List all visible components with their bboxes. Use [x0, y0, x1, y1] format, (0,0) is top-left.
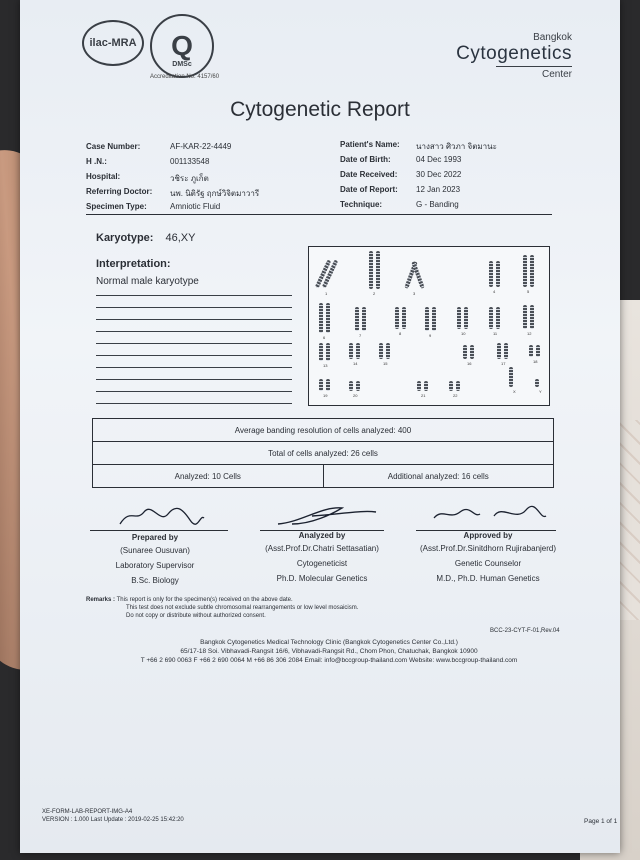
- info-label: Case Number:: [86, 142, 141, 151]
- chromosome: [395, 307, 399, 329]
- sig-degree: B.Sc. Biology: [131, 576, 179, 585]
- sig-title: Laboratory Supervisor: [115, 561, 195, 570]
- brand-underline: [496, 66, 572, 67]
- info-row: [340, 185, 497, 200]
- sig-title: Genetic Counselor: [454, 559, 522, 568]
- chromosome-number: 9: [429, 333, 432, 338]
- chromosome: [496, 261, 500, 287]
- chromosome: [449, 381, 453, 391]
- report-title: Cytogenetic Report: [230, 98, 410, 121]
- chromosome: [425, 307, 429, 331]
- interpretation-lines: [96, 284, 292, 404]
- chromosome-number: 15: [383, 361, 388, 366]
- chromosome: [523, 305, 527, 329]
- accreditation-number: Accreditation No. 4157/60: [150, 74, 220, 80]
- chromosome: [369, 251, 373, 289]
- remarks-line-2: This test does not exclude subtle chromosomal rearrangements or low level mosaicism.: [126, 605, 359, 611]
- signature-block-prepared: [80, 533, 230, 585]
- sig-title: Cytogeneticist: [296, 559, 348, 568]
- banding-resolution: Average banding resolution of cells analyzed: 400: [93, 419, 554, 442]
- info-value: 04 Dec 1993: [416, 155, 462, 164]
- sig-name: (Sunaree Ousuvan): [120, 546, 190, 555]
- info-row: [340, 200, 497, 215]
- chromosome: [402, 307, 406, 329]
- sig-role: Analyzed by: [298, 531, 346, 540]
- info-row: [86, 142, 259, 157]
- remarks: [86, 596, 358, 620]
- chromosome-number: 10: [461, 331, 466, 336]
- chromosome: [530, 305, 534, 329]
- info-row: [86, 157, 259, 172]
- chromosome: [319, 379, 323, 391]
- quality-seal-q: Q: [171, 30, 193, 61]
- footer-line-2: 65/17-18 Soi. Vibhavadi-Rangsit 16/6, Vibhavadi-Rangsit Rd., Chom Phon, Chatuchak, Bangkok 10900: [180, 648, 478, 655]
- patient-info-left: [86, 142, 259, 217]
- chromosome: [523, 255, 527, 287]
- info-value: 001133548: [170, 157, 210, 166]
- remarks-line-1: This report is only for the specimen(s) received on the above date.: [116, 597, 293, 603]
- karyotype-label: Karyotype:: [96, 232, 154, 244]
- info-label: Date of Report:: [340, 185, 398, 194]
- chromosome-number: 20: [353, 393, 358, 398]
- info-row: [86, 172, 259, 187]
- chromosome-number: X: [513, 389, 516, 394]
- chromosome: [424, 381, 428, 391]
- page-number: Page 1 of 1: [584, 818, 618, 825]
- karyotype-line: [96, 232, 195, 244]
- chromosome: [417, 381, 421, 391]
- footer-line-3: T +66 2 690 0063 F +66 2 690 0064 M +66 86 306 2084 Email: info@bccgroup-thailand.com Website: www.bccgroup-thailand.com: [140, 657, 518, 664]
- chromosome-number: 6: [323, 335, 326, 340]
- chromosome-number: 4: [493, 289, 496, 294]
- info-row: [340, 140, 497, 155]
- chromosome: [489, 307, 493, 329]
- chromosome: [356, 343, 360, 359]
- chromosome: [432, 307, 436, 331]
- chromosome: [349, 343, 353, 359]
- chromosome: [456, 381, 460, 391]
- karyogram-image: [308, 246, 550, 406]
- chromosome-number: 22: [453, 393, 458, 398]
- chromosome: [326, 303, 330, 333]
- chromosome: [464, 307, 468, 329]
- interpretation-label: Interpretation:: [96, 258, 171, 270]
- signature-block-approved: [406, 531, 570, 583]
- info-label: H .N.:: [86, 157, 107, 166]
- chromosome: [326, 379, 330, 391]
- sig-name: (Asst.Prof.Dr.Sinitdhorn Rujirabanjerd): [419, 544, 557, 553]
- chromosome: [504, 343, 508, 359]
- sig-name: (Asst.Prof.Dr.Chatri Settasatian): [265, 544, 379, 553]
- header-divider: [86, 214, 552, 215]
- brand-line-3: Center: [541, 69, 572, 80]
- footer-line-1: Bangkok Cytogenetics Medical Technology Clinic (Bangkok Cytogenetics Center Co.,Ltd.): [200, 639, 458, 646]
- signature-block-analyzed: [242, 531, 402, 583]
- chromosome: [536, 345, 540, 357]
- info-label: Referring Doctor:: [86, 187, 153, 196]
- chromosome-number: 7: [359, 333, 362, 338]
- karyotype-value: 46,XY: [165, 232, 196, 244]
- chromosome-number: 14: [353, 361, 358, 366]
- chromosome-number: 3: [413, 291, 416, 296]
- form-name: XE-FORM-LAB-REPORT-IMG-A4: [42, 809, 133, 815]
- info-value: นพ. นิติรัฐ ฤกษ์วิจิตมาวารี: [170, 189, 260, 198]
- chromosome-number: Y: [539, 389, 542, 394]
- interpretation-value: Normal male karyotype: [96, 276, 199, 287]
- chromosome: [470, 345, 474, 359]
- chromosome-number: 16: [467, 361, 472, 366]
- info-value: AF-KAR-22-4449: [170, 142, 232, 151]
- sig-role: Approved by: [463, 531, 513, 540]
- chromosome-number: 13: [323, 363, 328, 368]
- chromosome-number: 21: [421, 393, 426, 398]
- chromosome: [376, 251, 380, 289]
- info-value: G - Banding: [416, 200, 459, 209]
- chromosome-number: 18: [533, 359, 538, 364]
- brand-line-2: Cytogenetics: [456, 43, 572, 64]
- sig-degree: M.D., Ph.D. Human Genetics: [436, 574, 540, 583]
- chromosome: [356, 381, 360, 391]
- sig-role: Prepared by: [131, 533, 179, 542]
- info-label: Specimen Type:: [86, 202, 147, 211]
- ilac-logo-text: ilac-MRA: [89, 37, 137, 49]
- info-label: Technique:: [340, 200, 383, 209]
- chromosome: [319, 303, 323, 333]
- chromosome: [457, 307, 461, 329]
- chromosome: [355, 307, 359, 331]
- chromosome: [489, 261, 493, 287]
- chromosome: [530, 255, 534, 287]
- info-row: [340, 155, 497, 170]
- report-paper: [20, 0, 620, 853]
- chromosome: [326, 343, 330, 361]
- chromosome: [379, 343, 383, 359]
- chromosome: [529, 345, 533, 357]
- ilac-mra-logo: [82, 20, 144, 66]
- center-brand: [456, 32, 572, 80]
- additional-cells: Additional analyzed: 16 cells: [323, 465, 554, 488]
- signature-prepared: [116, 504, 206, 530]
- form-code: BCC-23-CYT-F-01,Rev.04: [490, 628, 560, 634]
- signature-line-prepared: [90, 530, 228, 531]
- analyzed-cells: Analyzed: 10 Cells: [93, 465, 324, 488]
- signature-analyzed: [272, 500, 382, 528]
- info-label: Hospital:: [86, 172, 121, 181]
- chromosome: [497, 343, 501, 359]
- sig-degree: Ph.D. Molecular Genetics: [276, 574, 368, 583]
- chromosome: [362, 307, 366, 331]
- chromosome: [509, 367, 513, 387]
- footer-address: [86, 638, 572, 665]
- chromosome-number: 12: [527, 331, 532, 336]
- info-label: Date Received:: [340, 170, 398, 179]
- info-label: Patient's Name:: [340, 140, 400, 149]
- chromosome-number: 1: [325, 291, 328, 296]
- info-value: นางสาว ศิวภา จิตมานะ: [416, 142, 497, 151]
- chromosome: [349, 381, 353, 391]
- chromosome: [319, 343, 323, 361]
- form-version: VERSION : 1.000 Last Update : 2019-02-25 15:42:20: [42, 817, 184, 823]
- chromosome: [386, 343, 390, 359]
- info-row: [86, 187, 259, 202]
- info-label: Date of Birth:: [340, 155, 391, 164]
- chromosome: [496, 307, 500, 329]
- info-value: 30 Dec 2022: [416, 170, 462, 179]
- patient-info-right: [340, 140, 497, 215]
- chromosome-number: 19: [323, 393, 328, 398]
- chromosome-number: 5: [527, 289, 530, 294]
- info-row: [340, 170, 497, 185]
- form-version-info: [42, 808, 184, 824]
- chromosome-number: 8: [399, 331, 402, 336]
- signature-approved: [430, 500, 550, 528]
- chromosome: [463, 345, 467, 359]
- chromosome-number: 17: [501, 361, 506, 366]
- info-value: 12 Jan 2023: [416, 185, 461, 194]
- brand-line-1: Bangkok: [533, 32, 572, 43]
- quality-seal-logo: [150, 14, 214, 78]
- chromosome-number: 2: [373, 291, 376, 296]
- chromosome: [411, 261, 424, 289]
- quality-seal-dms: DMSc: [172, 61, 192, 68]
- results-table: [92, 418, 554, 488]
- total-cells: Total of cells analyzed: 26 cells: [93, 442, 554, 465]
- chromosome: [535, 379, 539, 387]
- remarks-line-3: Do not copy or distribute without authorized consent.: [126, 613, 266, 619]
- remarks-label: Remarks :: [86, 597, 116, 603]
- chromosome-number: 11: [493, 331, 498, 336]
- info-value: Amniotic Fluid: [170, 202, 221, 211]
- info-value: วชิระ ภูเก็ต: [170, 174, 209, 183]
